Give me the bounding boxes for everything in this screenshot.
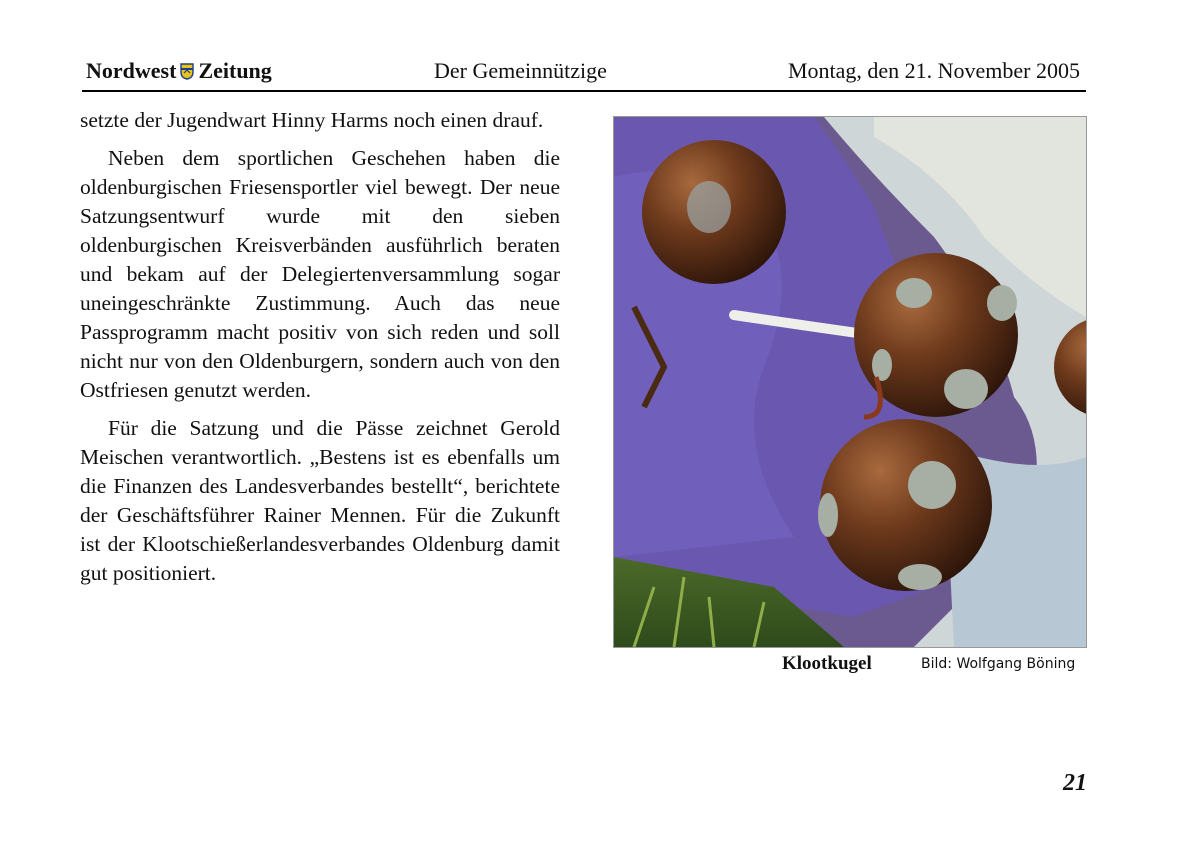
photo-credit: Bild: Wolfgang Böning [921, 656, 1076, 672]
brand-word-nordwest: Nordwest [86, 58, 177, 83]
page-header [82, 58, 1086, 86]
article-paragraph: Neben dem sportlichen Geschehen haben die oldenburgischen Friesensportler viel bewegt. Der neue Satzungsentwurf wurde mit den sieben oldenburgischen Kreisverbänden ausführlich beraten und bekam auf der Delegiertenversammlung sogar uneingeschränkte Zustimmung. Auch das neue Passprogramm macht positiv von sich reden und soll nicht nur von den Oldenburgern, sondern auch von den Ostfriesen genutzt werden. [80, 146, 560, 402]
photo-klootkugel [613, 116, 1087, 648]
newspaper-brand [86, 58, 272, 84]
coat-of-arms-icon [180, 63, 194, 80]
photo-caption: Klootkugel [782, 653, 872, 674]
article-paragraph: setzte der Jugendwart Hinny Harms noch einen drauf. [80, 108, 544, 132]
article-paragraph: Für die Satzung und die Pässe zeichnet Gerold Meischen verantwortlich. „Bestens ist es ebenfalls um die Finanzen des Landesverbandes bestellt“, berichtete der Geschäftsführer Rainer Mennen. Für die Zukunft ist der Klootschießerlandesverbandes Oldenburg damit gut positioniert. [80, 416, 560, 585]
photo-illustration [614, 117, 1086, 647]
issue-date: Montag, den 21. November 2005 [787, 58, 1080, 83]
page-number: 21 [1063, 770, 1087, 796]
supplement-title: Der Gemeinnützige [434, 58, 607, 83]
brand-word-zeitung: Zeitung [198, 58, 272, 83]
header-rule [82, 90, 1086, 92]
article-column [80, 106, 560, 597]
